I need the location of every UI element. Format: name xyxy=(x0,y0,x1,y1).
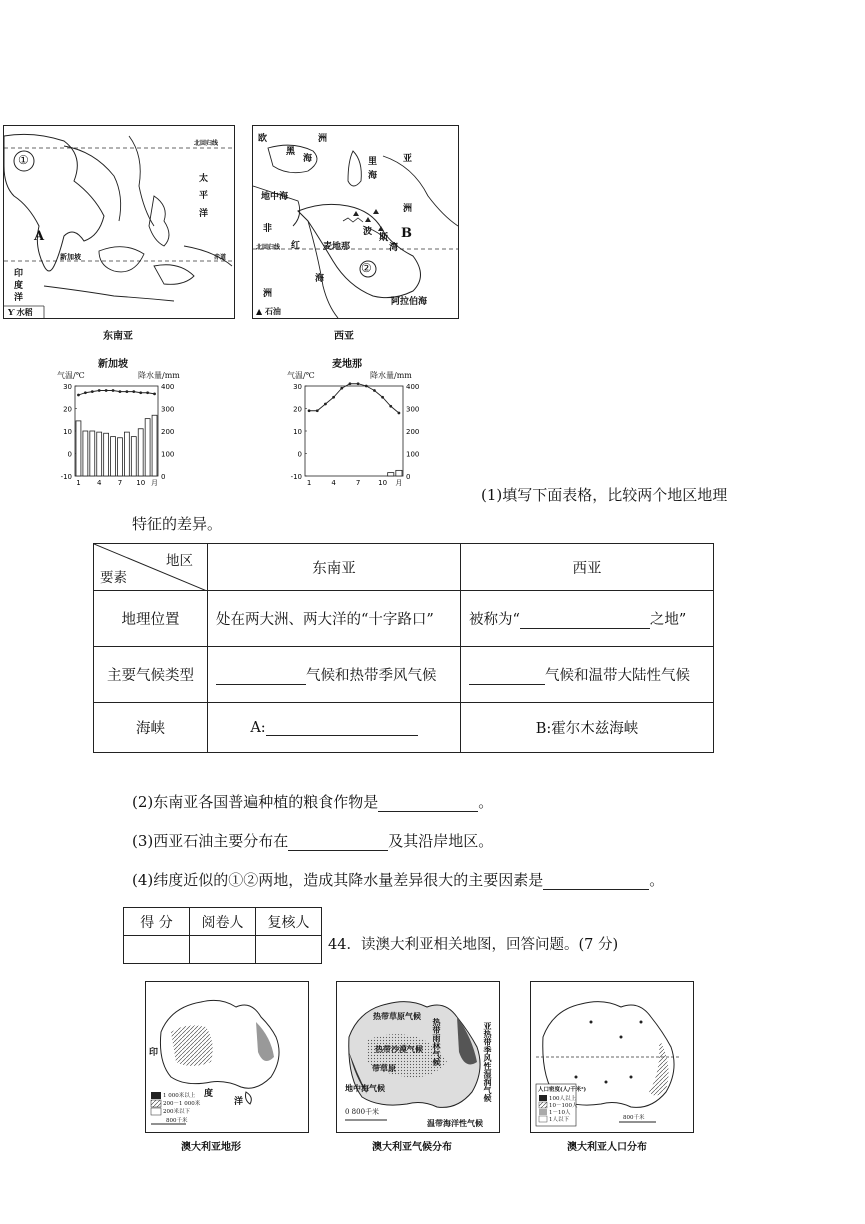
gulf-label-3: 湾 xyxy=(389,243,399,253)
chart-svg xyxy=(55,355,185,490)
equator-label: 赤道 xyxy=(214,254,227,261)
desert-label: 热带沙漠气候 xyxy=(375,1044,423,1054)
precip-tick-label: 400 xyxy=(406,383,420,391)
black-sea-label-1: 黑 xyxy=(286,147,296,157)
australia-terrain-map xyxy=(145,981,309,1133)
cell-wa-strait: B:霍尔木兹海峡 xyxy=(461,703,714,753)
precip-tick-label: 200 xyxy=(161,428,175,436)
answer-blank-q3[interactable] xyxy=(288,850,388,851)
temperature-line xyxy=(309,384,399,413)
ylabel-right: 降水量/mm xyxy=(370,371,412,380)
oil-icon: ▲ xyxy=(256,306,265,316)
precip-tick-label: 300 xyxy=(161,405,175,414)
southeast-asia-caption: 东南亚 xyxy=(103,331,133,342)
indian-ocean-label-2: 度 xyxy=(204,1089,214,1099)
precip-bar xyxy=(145,419,150,476)
temperature-point xyxy=(324,403,327,406)
asia-label-2: 洲 xyxy=(403,204,413,214)
reviewer-header: 复核人 xyxy=(256,908,322,936)
temperature-point xyxy=(365,385,368,388)
temperature-point xyxy=(112,389,115,392)
medina-label: 麦地那 xyxy=(323,242,351,252)
indian-ocean-label-1: 印 xyxy=(149,1048,159,1058)
diagonal-header-cell xyxy=(94,544,208,591)
temp-tick-label: -10 xyxy=(60,473,72,481)
precip-bar xyxy=(396,470,402,476)
temperature-point xyxy=(105,389,108,392)
precip-tick-label: 0 xyxy=(161,473,166,481)
header-element: 要素 xyxy=(100,570,127,586)
europe-label-2: 洲 xyxy=(318,134,328,144)
temperature-point xyxy=(146,391,149,394)
answer-blank-q4[interactable] xyxy=(543,889,649,890)
pacific-label-3: 洋 xyxy=(199,209,209,219)
oil-legend: ▲ 石油 xyxy=(256,306,281,316)
temperature-point xyxy=(316,409,319,412)
temperature-point xyxy=(125,390,128,393)
precip-bar xyxy=(138,429,143,476)
grassland-label-2: 带草原 xyxy=(372,1063,396,1073)
precip-bar xyxy=(90,431,95,476)
marker-1: ① xyxy=(18,153,29,167)
temp-tick-label: 0 xyxy=(297,450,302,459)
savanna-label: 热带草原气候 xyxy=(373,1011,421,1021)
legend-2: 200－1 000米 xyxy=(163,1101,201,1107)
temperature-point xyxy=(119,390,122,393)
point-b-label: B xyxy=(401,226,412,241)
legend-4: 1人以下 xyxy=(549,1117,569,1123)
gulf-label-2: 斯 xyxy=(379,233,389,243)
temperature-point xyxy=(77,394,80,397)
australia-climate-caption: 澳大利亚气候分布 xyxy=(372,1142,452,1153)
x-tick-label: 10 xyxy=(378,479,388,487)
legend-1: 100人以上 xyxy=(549,1096,576,1102)
legend-3: 200米以下 xyxy=(163,1109,190,1115)
west-asia-map-drawing xyxy=(253,126,458,318)
temp-tick-label: 30 xyxy=(293,383,302,391)
scale-label: 800千米 xyxy=(166,1118,188,1124)
climate-chart-singapore xyxy=(55,355,185,490)
cell-wa-climate: 气候和温带大陆性气候 xyxy=(461,647,714,703)
answer-blank-sea-climate[interactable] xyxy=(216,684,306,685)
pacific-label-2: 平 xyxy=(199,191,209,201)
ylabel-left: 气温/℃ xyxy=(57,371,85,380)
x-tick-label: 7 xyxy=(355,479,361,487)
precip-bar xyxy=(104,433,109,476)
temp-tick-label: -10 xyxy=(290,473,302,481)
temp-tick-label: 0 xyxy=(67,450,72,459)
question-44: 44．读澳大利亚相关地图，回答问题。(7 分) xyxy=(328,937,619,953)
score-input[interactable] xyxy=(124,936,190,964)
tropic-label: 北回归线 xyxy=(194,140,219,147)
black-sea-label-2: 海 xyxy=(303,154,313,164)
precip-tick-label: 100 xyxy=(161,450,175,459)
legend-3: 1－10人 xyxy=(549,1110,571,1116)
header-southeast-asia: 东南亚 xyxy=(208,544,461,591)
singapore-label: 新加坡 xyxy=(60,252,81,261)
answer-blank-wa-location[interactable] xyxy=(520,628,650,629)
ylabel-right: 降水量/mm xyxy=(138,371,180,380)
x-tick-label: 7 xyxy=(117,479,123,487)
australia-population-map xyxy=(530,981,694,1133)
precip-bar xyxy=(124,432,129,476)
temperature-point xyxy=(357,382,360,385)
question-4: (4)纬度近似的①②两地，造成其降水量差异很大的主要因素是 。 xyxy=(132,871,665,889)
temperature-point xyxy=(153,392,156,395)
x-tick-label: 1 xyxy=(306,479,312,487)
reviewer-input[interactable] xyxy=(256,936,322,964)
marker-2: ② xyxy=(361,261,372,275)
ylabel-left: 气温/℃ xyxy=(287,371,315,380)
cell-sea-strait: A: xyxy=(208,703,461,753)
tropic-label-west: 北回归线 xyxy=(256,244,281,251)
x-tick-label: 月 xyxy=(395,479,403,487)
australia-climate-map xyxy=(336,981,500,1133)
x-tick-label: 1 xyxy=(76,479,81,487)
southeast-asia-map xyxy=(3,125,235,319)
temperature-point xyxy=(332,396,335,399)
pacific-label-1: 太 xyxy=(199,174,209,184)
rainforest-label: 热带雨林气候 xyxy=(432,1018,442,1066)
temp-tick-label: 10 xyxy=(293,428,302,436)
chart-svg xyxy=(285,355,425,490)
question-1-line1: (1)填写下面表格，比较两个地区地理 xyxy=(481,486,728,504)
temp-tick-label: 20 xyxy=(293,405,302,414)
question-1-line2: 特征的差异。 xyxy=(132,515,223,533)
rice-legend: Ƴ 水稻 xyxy=(8,307,33,317)
question-3: (3)西亚石油主要分布在 及其沿岸地区。 xyxy=(132,832,494,850)
question-2: (2)东南亚各国普遍种植的粮食作物是 。 xyxy=(132,793,494,811)
chart-title: 新加坡 xyxy=(98,359,128,370)
chart-title: 麦地那 xyxy=(332,359,362,370)
legend-2: 10－100人 xyxy=(549,1103,578,1109)
x-tick-label: 4 xyxy=(331,479,336,487)
precip-bar xyxy=(388,473,394,476)
answer-blank-wa-climate[interactable] xyxy=(469,684,545,685)
marine-label: 温带海洋性气候 xyxy=(427,1118,483,1128)
cell-sea-climate: 气候和热带季风气候 xyxy=(208,647,461,703)
header-region: 地区 xyxy=(166,553,193,569)
west-asia-map xyxy=(252,125,459,319)
precip-tick-label: 300 xyxy=(406,405,420,414)
mediterranean-climate-label: 地中海气候 xyxy=(345,1083,385,1093)
indian-label-2: 度 xyxy=(14,281,24,291)
precip-bar xyxy=(152,415,157,476)
temperature-point xyxy=(373,389,376,392)
temperature-point xyxy=(398,412,401,415)
temperature-point xyxy=(340,387,343,390)
precip-bar xyxy=(76,421,81,476)
australia-population-caption: 澳大利亚人口分布 xyxy=(567,1142,647,1153)
grader-header: 阅卷人 xyxy=(190,908,256,936)
precip-tick-label: 100 xyxy=(406,450,420,459)
europe-label-1: 欧 xyxy=(258,134,268,144)
answer-blank-strait-a[interactable] xyxy=(266,735,418,736)
red-sea-label-1: 红 xyxy=(291,241,301,251)
comparison-table xyxy=(93,543,714,753)
precip-bar xyxy=(111,437,116,476)
precip-tick-label: 0 xyxy=(406,473,411,481)
red-sea-label-2: 海 xyxy=(315,274,325,284)
precip-bar xyxy=(97,432,102,476)
temp-tick-label: 20 xyxy=(63,405,72,414)
legend-1: 1 000米以上 xyxy=(163,1093,196,1099)
temperature-point xyxy=(84,391,87,394)
australia-terrain-caption: 澳大利亚地形 xyxy=(181,1142,241,1153)
precip-tick-label: 200 xyxy=(406,428,420,436)
climate-chart-medina xyxy=(285,355,425,490)
indian-label-1: 印 xyxy=(14,269,24,279)
africa-label-2: 洲 xyxy=(263,289,273,299)
precip-bar xyxy=(131,437,136,476)
x-tick-label: 月 xyxy=(151,479,159,487)
africa-label-1: 非 xyxy=(263,224,273,234)
subtropical-label: 亚热带季风性湿润气候 xyxy=(483,1022,493,1102)
x-tick-label: 4 xyxy=(96,479,102,487)
rice-icon: Ƴ xyxy=(8,307,17,317)
scale-label: 0 800千米 xyxy=(345,1108,380,1116)
cell-wa-location: 被称为“ 之地” xyxy=(461,591,714,647)
row-label-location: 地理位置 xyxy=(94,591,208,647)
temperature-line xyxy=(78,391,154,396)
indian-label-3: 洋 xyxy=(14,293,24,303)
plot-frame xyxy=(305,386,403,476)
caspian-label-1: 里 xyxy=(368,157,378,167)
score-header: 得 分 xyxy=(124,908,190,936)
indian-ocean-label-3: 洋 xyxy=(234,1097,244,1107)
west-asia-caption: 西亚 xyxy=(334,331,354,342)
scale-label: 800千米 xyxy=(623,1115,645,1121)
grader-input[interactable] xyxy=(190,936,256,964)
temperature-point xyxy=(308,409,311,412)
temperature-point xyxy=(91,390,94,393)
row-label-climate: 主要气候类型 xyxy=(94,647,208,703)
answer-blank-q2[interactable] xyxy=(378,811,478,812)
temperature-point xyxy=(381,396,384,399)
temperature-point xyxy=(389,405,392,408)
x-tick-label: 10 xyxy=(136,479,146,487)
mediterranean-label: 地中海 xyxy=(261,192,289,202)
temp-tick-label: 10 xyxy=(63,428,72,436)
gulf-label-1: 波 xyxy=(363,227,373,237)
southeast-asia-map-drawing xyxy=(4,126,234,318)
point-a-label: A xyxy=(34,229,45,244)
temperature-point xyxy=(139,391,142,394)
temperature-point xyxy=(98,389,101,392)
asia-label-1: 亚 xyxy=(403,154,413,164)
precip-bar xyxy=(118,438,123,476)
score-box xyxy=(123,907,322,964)
precip-bar xyxy=(83,431,88,476)
temperature-point xyxy=(132,390,135,393)
row-label-strait: 海峡 xyxy=(94,703,208,753)
header-west-asia: 西亚 xyxy=(461,544,714,591)
arabian-sea-label: 阿拉伯海 xyxy=(391,297,428,307)
caspian-label-2: 海 xyxy=(368,171,378,181)
precip-tick-label: 400 xyxy=(161,383,175,391)
temp-tick-label: 30 xyxy=(63,383,72,391)
temperature-point xyxy=(349,382,352,385)
legend-title: 人口密度(人/千米²) xyxy=(538,1087,587,1093)
cell-sea-location: 处在两大洲、两大洋的“十字路口” xyxy=(208,591,461,647)
